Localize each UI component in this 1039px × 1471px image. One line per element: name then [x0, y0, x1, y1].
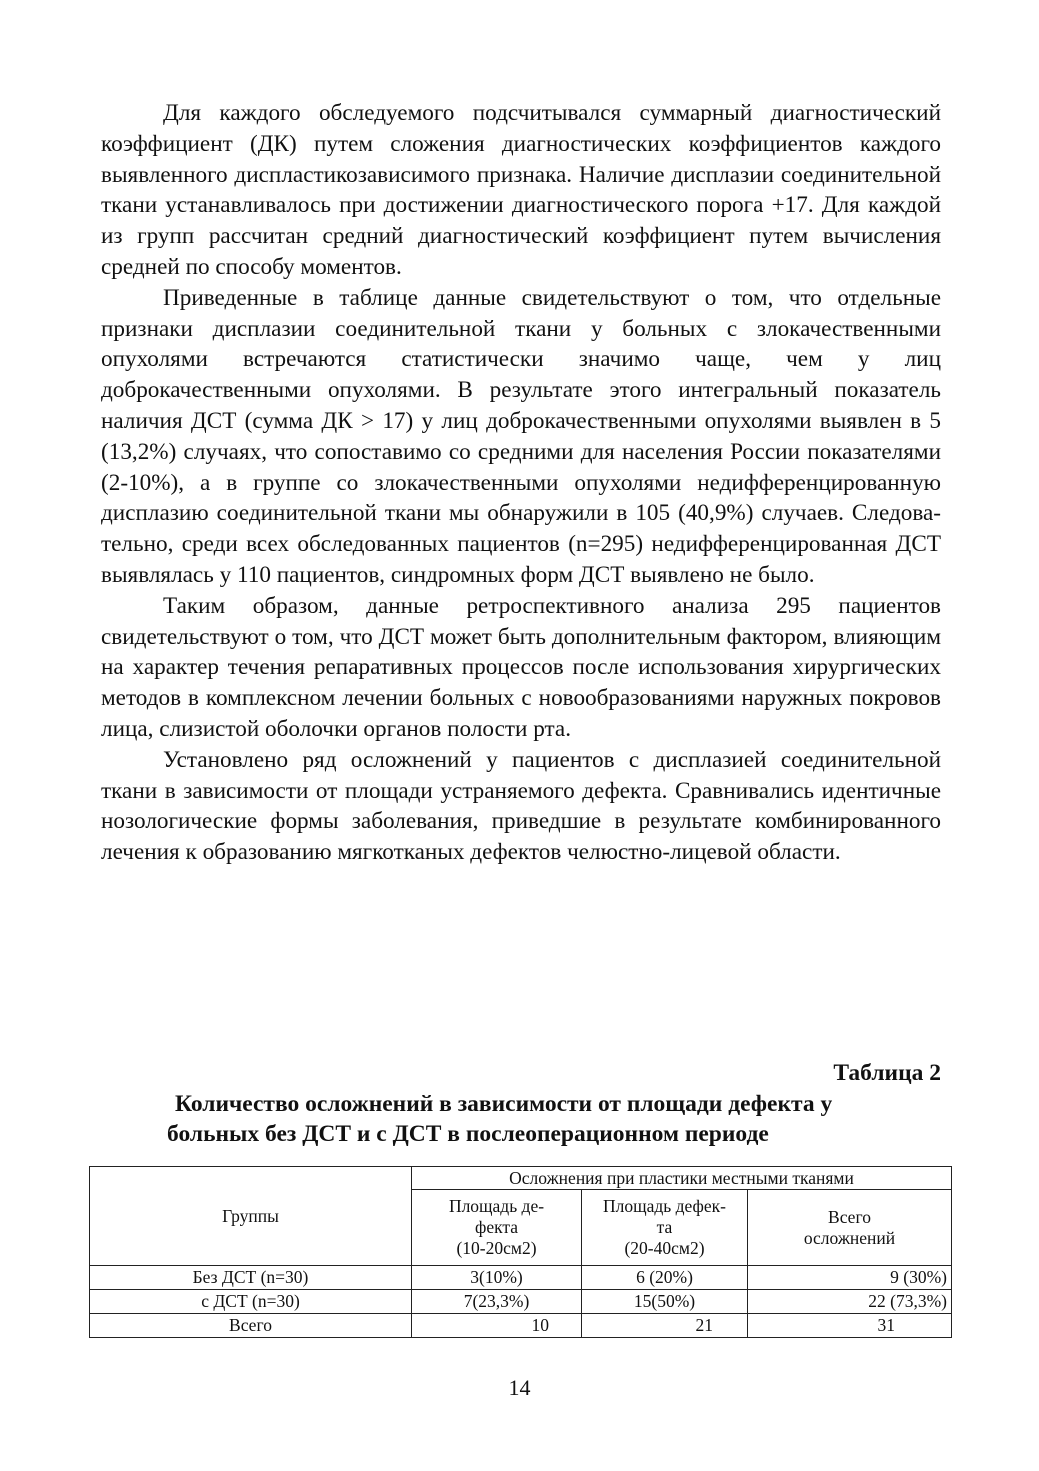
header-text: Площадь де-: [448, 1196, 545, 1216]
paragraph: Таким образом, данные ретроспективного анализа 295 пациентов свидетельствуют о том, что ДСТ может быть дополнительным фактором, влияющим на характер течения репаративных процессов после использования хирургических методов в комплексном лечении больных с новообразованиями наружных покровов лица, слизистой оболочки органов полости рта.: [101, 592, 941, 742]
cell-area-20-40: 6 (20%): [582, 1266, 748, 1290]
paragraph: Для каждого обследуемого подсчитывался суммарный диагностический коэффициент (ДК) путем сложения диагностических коэффициентов каждого выявленного диспластикозависимого признака. Наличие дисплазии соединительной ткани устанавливалось при достижении диагностического порога +17. Для каждой из групп рассчитан средний диагностический коэффициент путем вычисления средней по способу моментов.: [101, 100, 941, 280]
header-text: Всего: [828, 1206, 871, 1227]
header-total: [748, 1190, 952, 1266]
table-title-line: Количество осложнений в зависимости от площади дефекта у: [175, 1091, 833, 1117]
header-area-20-40: [582, 1190, 748, 1266]
table-title-line: больных без ДСТ и с ДСТ в послеоперационном периоде: [167, 1121, 769, 1147]
cell-area-10-20: 7(23,3%): [412, 1290, 582, 1314]
row-group: с ДСТ (n=30): [90, 1290, 412, 1314]
table-row: [90, 1266, 952, 1290]
complications-table: [89, 1166, 952, 1338]
cell-area-10-20: 3(10%): [412, 1266, 582, 1290]
row-group: Без ДСТ (n=30): [90, 1266, 412, 1290]
header-groups: Группы: [90, 1167, 412, 1266]
header-text: (10-20см2): [456, 1238, 537, 1258]
table-number: Таблица 2: [833, 1060, 941, 1086]
table-title: [101, 1089, 941, 1149]
cell-total: 31: [748, 1314, 952, 1338]
cell-total: 9 (30%): [748, 1266, 952, 1290]
cell-area-20-40: 21: [582, 1314, 748, 1338]
row-group: Всего: [90, 1314, 412, 1338]
header-text: осложнений: [803, 1227, 896, 1248]
header-text: фекта: [474, 1217, 518, 1237]
paragraph: Приведенные в таблице данные свидетельствуют о том, что отдельные признаки дисплазии соединительной ткани у больных с злокачественными опухолями встречаются статистически значимо чаще, чем у лиц доброкачественными опухолями. В результате этого интегральный показатель наличия ДСТ (сумма ДК > 17) у лиц доброкачественными опухолями выявлен в 5 (13,2%) случаях, что сопоставимо со средними для населения России показателями (2-10%), а в группе со злокачественными опухолями недифференцированную дисплазию соединительной ткани мы обнаружили в 105 (40,9%) случаев. Следовательно, среди всех обследованных пациентов (n=295) недифференцированная ДСТ выявлялась у 110 пациентов, синдромных форм ДСТ выявлено не было.: [101, 284, 941, 588]
header-text: (20-40см2): [624, 1238, 705, 1258]
header-text: та: [656, 1217, 673, 1237]
header-text: Площадь дефек-: [603, 1196, 726, 1216]
table-row: [90, 1290, 952, 1314]
cell-area-20-40: 15(50%): [582, 1290, 748, 1314]
body-text: [101, 98, 941, 868]
table-row: [90, 1314, 952, 1338]
header-area-10-20: [412, 1190, 582, 1266]
header-complications: Осложнения при пластики местными тканями: [412, 1167, 952, 1190]
page-number: 14: [508, 1375, 531, 1400]
paragraph: Установлено ряд осложнений у пациентов с дисплазией соединительной ткани в зависимости от площади устраняемого дефекта. Сравнивались идентичные нозологические формы заболевания, приведшие в результате комбинированного лечения к образованию мягкотканых дефектов челюстно-лицевой области.: [101, 746, 941, 866]
cell-total: 22 (73,3%): [748, 1290, 952, 1314]
cell-area-10-20: 10: [412, 1314, 582, 1338]
